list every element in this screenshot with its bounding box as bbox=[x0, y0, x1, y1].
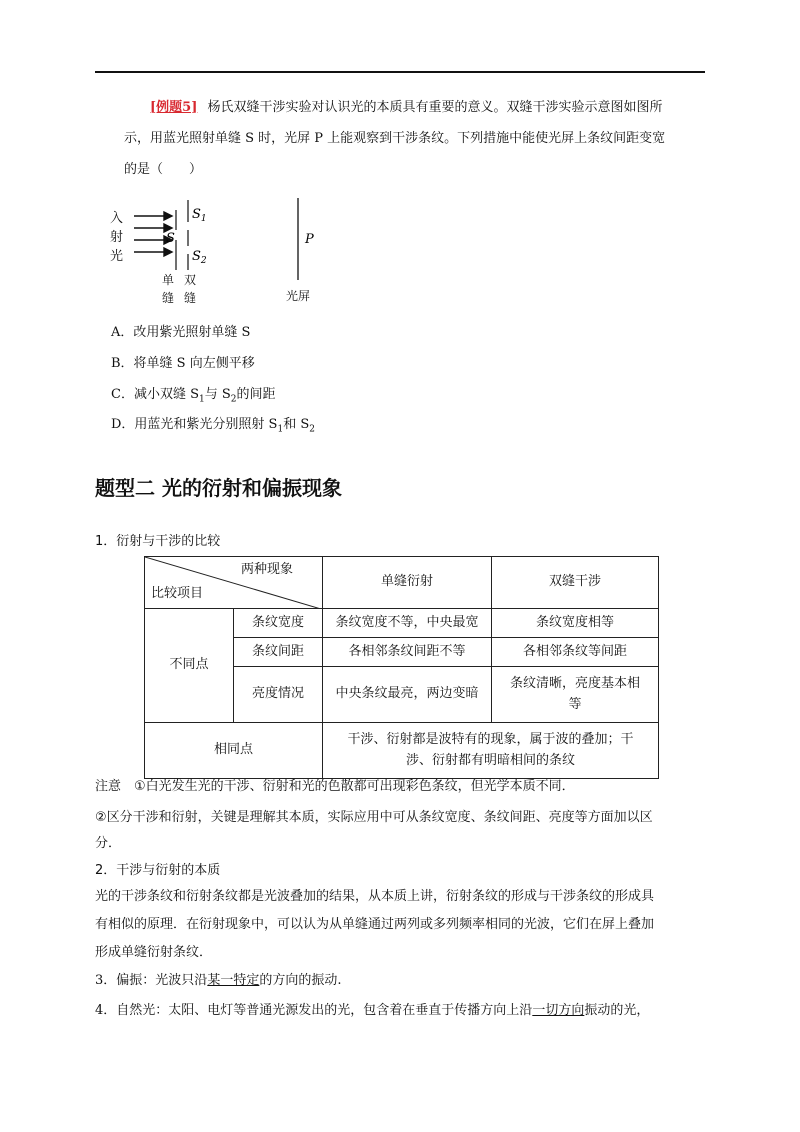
row-label: 亮度情况 bbox=[234, 667, 323, 723]
option-a: A．改用紫光照射单缝 S bbox=[111, 325, 251, 340]
option-d: D．用蓝光和紫光分别照射 $S_1$和 $S_2$ bbox=[111, 417, 315, 435]
example-tag: [例题5] bbox=[150, 100, 198, 115]
corner-top-label: 两种现象 bbox=[241, 562, 294, 577]
label-S2: $S_2$ bbox=[192, 249, 207, 266]
incident-label-2: 射 bbox=[110, 230, 124, 245]
option-b: B．将单缝 S 向左侧平移 bbox=[111, 356, 255, 371]
example-line-3: 的是（ ） bbox=[124, 162, 203, 177]
item-4: 4．自然光：太阳、电灯等普通光源发出的光，包含着在垂直于传播方向上沿一切方向振动的光， bbox=[95, 1003, 650, 1018]
diff-label: 不同点 bbox=[145, 609, 234, 723]
note-1: 注意 ①白光发生光的干涉、衍射和光的色散都可出现彩色条纹，但光学本质不同． bbox=[95, 779, 575, 794]
row-label: 条纹间距 bbox=[234, 638, 323, 667]
item-2-line-2: 有相似的原理．在衍射现象中，可以认为从单缝通过两列或多列频率相同的光波，它们在屏上叠加 bbox=[95, 917, 655, 932]
double-slit-label-2: 缝 bbox=[184, 291, 197, 305]
cell-single: 条纹宽度不等，中央最宽 bbox=[323, 609, 492, 638]
note-2-line-1: ②区分干涉和衍射，关键是理解其本质，实际应用中可从条纹宽度、条纹间距、亮度等方面加以区 bbox=[95, 810, 653, 825]
item-1-title: 1．衍射与干涉的比较 bbox=[95, 534, 221, 549]
double-slit-label-1: 双 bbox=[184, 273, 197, 287]
table-corner-cell bbox=[145, 557, 323, 609]
label-P: P bbox=[305, 232, 314, 247]
option-c: C．减小双缝 $S_1$与 $S_2$的间距 bbox=[111, 387, 276, 405]
example-line-2: 示，用蓝光照射单缝 S 时，光屏 P 上能观察到干涉条纹。下列措施中能使光屏上条纹间距变宽 bbox=[124, 131, 666, 146]
header-double-slit: 双缝干涉 bbox=[492, 557, 659, 609]
term-polarization: 偏振 bbox=[116, 973, 143, 988]
cell-single: 各相邻条纹间距不等 bbox=[323, 638, 492, 667]
item-2-line-3: 形成单缝衍射条纹． bbox=[95, 945, 213, 960]
incident-label-1: 入 bbox=[110, 211, 124, 226]
screen-label: 光屏 bbox=[286, 289, 311, 303]
header-rule bbox=[95, 71, 705, 73]
single-slit-label-2: 缝 bbox=[162, 291, 175, 305]
corner-bottom-label: 比较项目 bbox=[151, 586, 204, 601]
cell-double: 条纹清晰，亮度基本相 等 bbox=[492, 667, 659, 723]
note-2-line-2: 分． bbox=[95, 836, 122, 851]
label-S1: $S_1$ bbox=[192, 207, 207, 224]
same-content: 干涉、衍射都是波特有的现象，属于波的叠加；干 涉、衍射都有明暗相间的条纹 bbox=[323, 723, 659, 779]
section-title: 题型二 光的衍射和偏振现象 bbox=[95, 476, 342, 500]
single-slit-label-1: 单 bbox=[162, 273, 175, 287]
row-label: 条纹宽度 bbox=[234, 609, 323, 638]
cell-double: 条纹宽度相等 bbox=[492, 609, 659, 638]
item-2-line-1: 光的干涉条纹和衍射条纹都是光波叠加的结果，从本质上讲，衍射条纹的形成与干涉条纹的形成具 bbox=[95, 889, 655, 904]
header-single-slit: 单缝衍射 bbox=[323, 557, 492, 609]
item-2-title: 2．干涉与衍射的本质 bbox=[95, 863, 221, 878]
cell-double: 各相邻条纹等间距 bbox=[492, 638, 659, 667]
incident-label-3: 光 bbox=[110, 249, 124, 264]
comparison-table bbox=[144, 556, 659, 779]
cell-single: 中央条纹最亮，两边变暗 bbox=[323, 667, 492, 723]
term-natural-light: 自然光 bbox=[116, 1003, 156, 1018]
double-slit-diagram bbox=[108, 196, 338, 306]
label-S: S bbox=[166, 231, 175, 246]
item-3: 3．偏振：光波只沿某一特定的方向的振动. bbox=[95, 973, 342, 988]
example-line-1: [例题5] 杨氏双缝干涉实验对认识光的本质具有重要的意义。双缝干涉实验示意图如图所 bbox=[150, 100, 663, 115]
same-label: 相同点 bbox=[145, 723, 323, 779]
